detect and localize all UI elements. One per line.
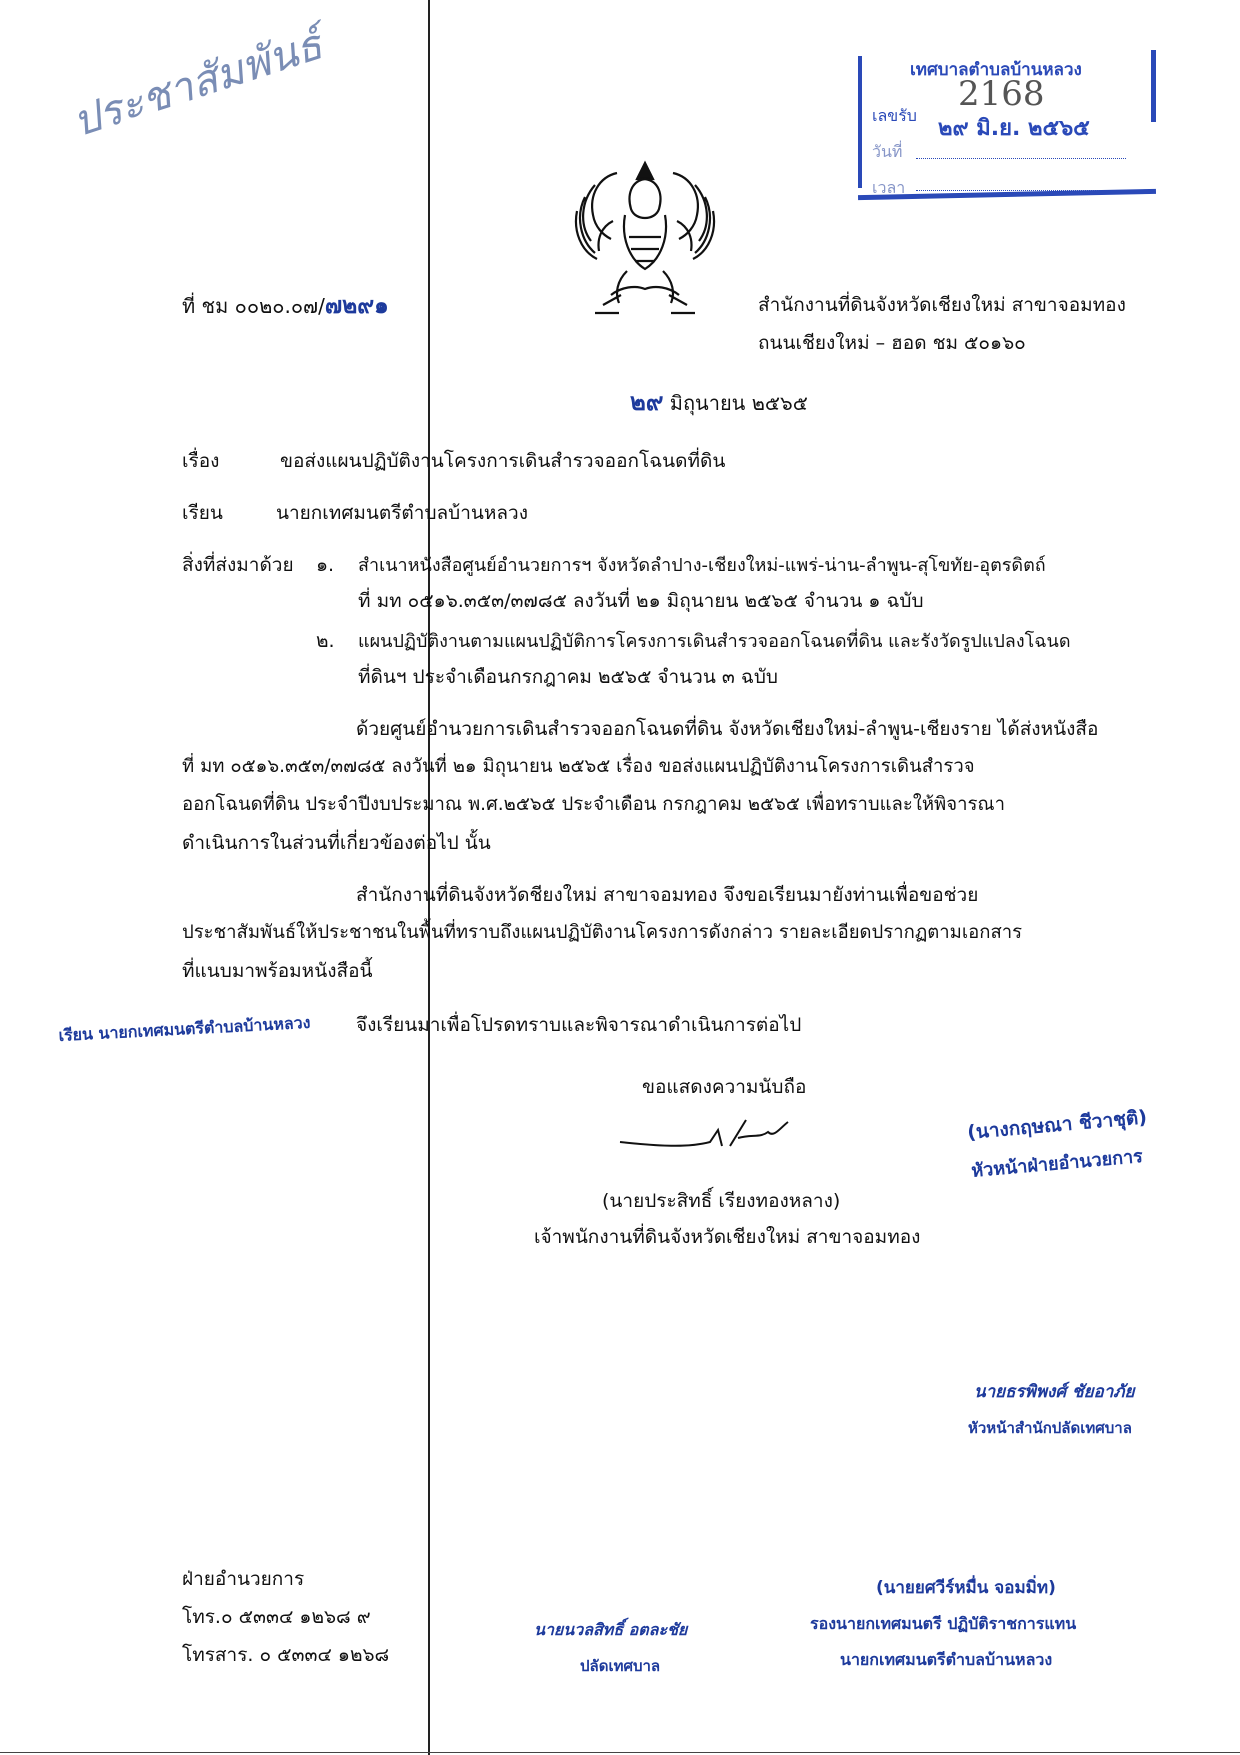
signature-mark-icon — [618, 1116, 798, 1164]
closing-request: จึงเรียนมาเพื่อโปรดทราบและพิจารณาดำเนินการต่อไป — [356, 1014, 802, 1036]
receipt-stamp-border — [1151, 50, 1156, 122]
subject-text: ขอส่งแผนปฏิบัติงานโครงการเดินสำรวจออกโฉนดที่ดิน — [280, 450, 726, 472]
body-paragraph-1-line3: ออกโฉนดที่ดิน ประจำปีงบประมาณ พ.ศ.๒๕๖๕ ประจำเดือน กรกฎาคม ๒๕๖๕ เพื่อทราบและให้พิจารณา — [182, 794, 1005, 815]
enclosure-1-number: ๑. — [316, 554, 335, 576]
body-paragraph-1-line4: ดำเนินการในส่วนที่เกี่ยวข้องต่อไป นั้น — [182, 832, 491, 854]
enclosure-1-line1: สำเนาหนังสือศูนย์อำนวยการฯ จังหวัดลำปาง-เชียงใหม่-แพร่-น่าน-ลำพูน-สุโขทัย-อุตรดิตถ์ — [358, 555, 1046, 576]
stamp-office-head-title: หัวหน้าสำนักปลัดเทศบาล — [968, 1419, 1132, 1437]
footer-telephone: โทร.๐ ๕๓๓๔ ๑๒๖๘ ๙ — [182, 1606, 371, 1628]
date-month-year: มิถุนายน ๒๕๖๕ — [669, 391, 808, 415]
receipt-date-dots — [916, 158, 1126, 159]
footer-fax: โทรสาร. ๐ ๕๓๓๔ ๑๒๖๘ — [182, 1644, 390, 1666]
closing-salutation: ขอแสดงความนับถือ — [642, 1076, 807, 1098]
body-paragraph-1-line1: ด้วยศูนย์อำนวยการเดินสำรวจออกโฉนดที่ดิน จังหวัดเชียงใหม่-ลำพูน-เชียงราย ได้ส่งหนังสือ — [356, 718, 1099, 740]
receipt-time-label: เวลา — [872, 178, 906, 197]
body-paragraph-2-line2: ประชาสัมพันธ์ให้ประชาชนในพื้นที่ทราบถึงแผนปฏิบัติงานโครงการดังกล่าว รายละเอียดปรากฏตามเอกสาร — [182, 922, 1023, 943]
subject-label: เรื่อง — [182, 450, 220, 472]
reference-prefix: ที่ ชม ๐๐๒๐.๐๗/ — [182, 294, 325, 318]
stamp-office-head-name: นายธรพิพงศ์ ชัยอาภัย — [974, 1382, 1135, 1402]
receipt-stamp — [858, 50, 1156, 208]
routing-stamp-left: เรียน นายกเทศมนตรีตำบลบ้านหลวง — [58, 1012, 311, 1045]
stamp-municipal-clerk-title: ปลัดเทศบาล — [580, 1657, 661, 1675]
to-label: เรียน — [182, 502, 223, 524]
signer-position: เจ้าพนักงานที่ดินจังหวัดเชียงใหม่ สาขาจอมทอง — [534, 1226, 921, 1248]
receipt-label: เลขรับ — [872, 106, 917, 125]
footer-department: ฝ่ายอำนวยการ — [182, 1568, 305, 1590]
receipt-number: 2168 — [958, 74, 1045, 114]
document-reference — [182, 288, 389, 324]
body-paragraph-2-line3: ที่แนบมาพร้อมหนังสือนี้ — [182, 960, 373, 982]
receipt-stamp-org: เทศบาลตำบลบ้านหลวง — [910, 60, 1082, 80]
receipt-stamp-border — [858, 56, 862, 188]
scan-bottom-edge — [0, 1752, 1240, 1753]
enclosure-2-line2: ที่ดินฯ ประจำเดือนกรกฎาคม ๒๕๖๕ จำนวน ๓ ฉบับ — [358, 666, 778, 688]
receipt-date: ๒๙ มิ.ย. ๒๕๖๕ — [938, 116, 1090, 141]
to-text: นายกเทศมนตรีตำบลบ้านหลวง — [276, 502, 528, 524]
stamp-deputy-mayor-name: (นายยศวีร์หมื่น จอมมิ่ท) — [876, 1578, 1056, 1598]
enclosure-2-line1: แผนปฏิบัติงานตามแผนปฏิบัติการโครงการเดินสำรวจออกโฉนดที่ดิน และรังวัดรูปแปลงโฉนด — [358, 631, 1071, 652]
receipt-date-label: วันที่ — [872, 142, 903, 161]
enclosure-2-number: ๒. — [316, 630, 335, 652]
scan-fold-line — [428, 0, 430, 1755]
stamp-deputy-mayor-title1: รองนายกเทศมนตรี ปฏิบัติราชการแทน — [810, 1614, 1077, 1633]
date-day: ๒๙ — [630, 388, 664, 416]
enclosures-label: สิ่งที่ส่งมาด้วย — [182, 554, 294, 576]
body-paragraph-1-line2: ที่ มท ๐๕๑๖.๓๕๓/๓๗๘๕ ลงวันที่ ๒๑ มิถุนายน ๒๕๖๕ เรื่อง ขอส่งแผนปฏิบัติงานโครงการเดินสำรวจ — [182, 756, 975, 777]
handwritten-note: ประชาสัมพันธ์ — [66, 19, 329, 147]
garuda-emblem-icon — [555, 145, 735, 325]
office-address-line2: ถนนเชียงใหม่ – ฮอด ชม ๕๐๑๖๐ — [758, 332, 1026, 354]
stamp-admin-head-name: (นางกฤษณา ชีวาชุติ) — [966, 1106, 1148, 1144]
body-paragraph-2-line1: สำนักงานที่ดินจังหวัดชียงใหม่ สาขาจอมทอง จึงขอเรียนมายังท่านเพื่อขอช่วย — [356, 884, 979, 906]
stamp-municipal-clerk-name: นายนวลสิทธิ์ อตละชัย — [534, 1620, 688, 1639]
office-address-line1: สำนักงานที่ดินจังหวัดเชียงใหม่ สาขาจอมทอง — [758, 294, 1126, 316]
reference-number: ๗๒๙๑ — [324, 293, 389, 319]
stamp-deputy-mayor-title2: นายกเทศมนตรีตำบลบ้านหลวง — [840, 1650, 1053, 1669]
stamp-admin-head-title: หัวหน้าฝ่ายอำนวยการ — [970, 1145, 1144, 1182]
receipt-time-dots — [916, 190, 1144, 191]
document-date — [630, 382, 808, 421]
signer-name: (นายประสิทธิ์ เรียงทองหลาง) — [602, 1190, 841, 1212]
enclosure-1-line2: ที่ มท ๐๕๑๖.๓๕๓/๓๗๘๕ ลงวันที่ ๒๑ มิถุนายน ๒๕๖๕ จำนวน ๑ ฉบับ — [358, 590, 924, 612]
